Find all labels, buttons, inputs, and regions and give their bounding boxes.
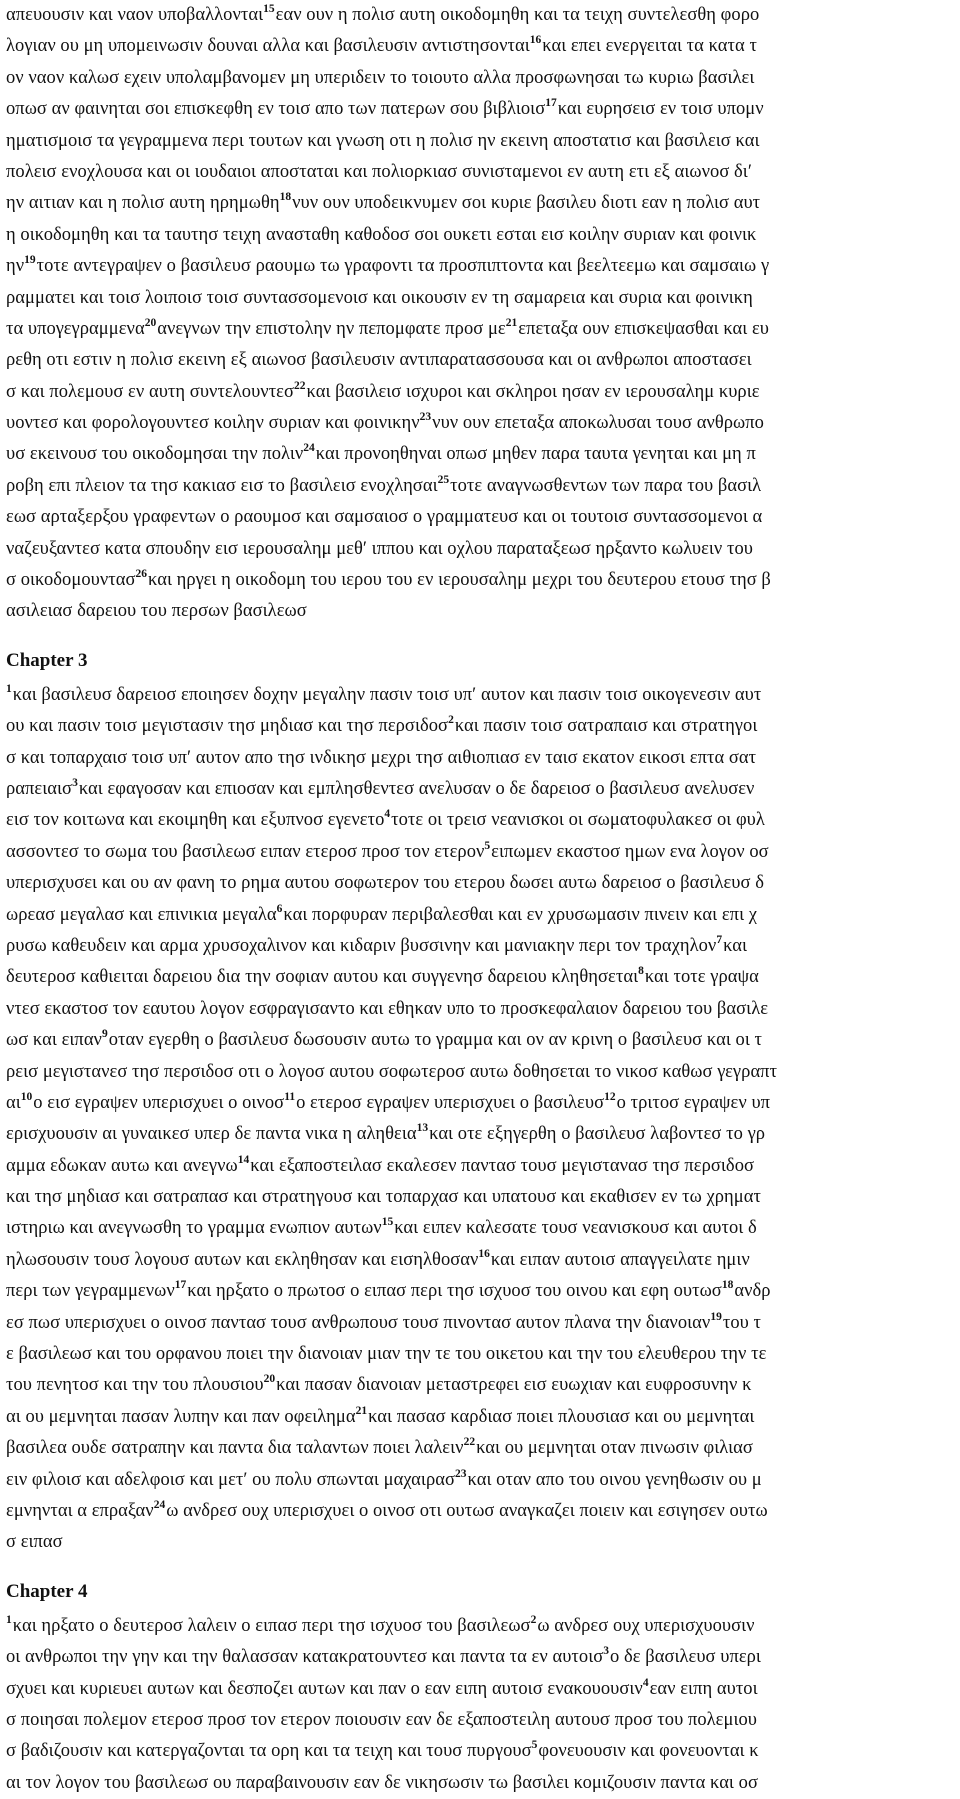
text-line xyxy=(6,1527,960,1558)
verse-text: ε βασιλεωσ και του ορφανου ποιει την διανοιαν μιαν την τε του οικετου και την του ελευθερου την τε xyxy=(6,1344,767,1365)
verse-number: 20 xyxy=(144,316,157,329)
verse-text: ωσ και ειπαν xyxy=(6,1030,102,1051)
verse-text: ω ανδρεσ ουχ υπερισχυει ο οινοσ οτι ουτωσ αναγκαζει ποιειν και εσιγησεν ουτω xyxy=(166,1500,768,1521)
verse-text: και επει ενεργειται τα κατα τ xyxy=(542,36,757,57)
verse-text: ιστηριω και ανεγνωσθη το γραμμα ενωπιον αυτων xyxy=(6,1218,382,1239)
verse-text: υοντεσ και φορολογουντεσ κοιλην συριαν και φοινικην xyxy=(6,413,420,434)
verse-text: υπερισχυσει και ου αν φανη το ρημα αυτου σοφωτερον του ετερου δωσει αυτω δαρειοσ ο βασιλευσ δ xyxy=(6,873,764,894)
text-line xyxy=(6,1402,960,1433)
verse-number: 21 xyxy=(505,316,518,329)
verse-text: και ηρξατο ο πρωτοσ ο ειπασ περι τησ ισχυοσ του οινου και εφη ουτωσ xyxy=(187,1281,722,1302)
verse-text: ρεισ μεγιστανεσ τησ περσιδοσ οτι ο λογοσ αυτου σοφωτεροσ αυτω δοθησεται το νικοσ καθωσ γεγραπτ xyxy=(6,1061,778,1082)
verse-number: 18 xyxy=(721,1279,734,1292)
text-line xyxy=(6,0,960,31)
verse-text: υσ εκεινουσ του οικοδομησαι την πολιν xyxy=(6,444,304,465)
verse-text: ειν φιλοισ και αδελφοισ και μετ′ ου πολυ σπωνται μαχαιρασ xyxy=(6,1469,455,1490)
verse-number: 3 xyxy=(72,776,78,789)
verse-text: ναζευξαντεσ κατα σπουδην εισ ιερουσαλημ μεθ′ ιππου και οχλου παραταξεωσ ηρξαντο κωλυειν του xyxy=(6,538,753,559)
verse-number: 4 xyxy=(384,808,391,821)
text-line xyxy=(6,596,960,627)
verse-number: 11 xyxy=(284,1090,296,1103)
text-line xyxy=(6,1611,960,1642)
text-line xyxy=(6,1245,960,1276)
paragraph xyxy=(6,1611,960,1799)
verse-number: 10 xyxy=(20,1090,33,1103)
verse-text: ραπειαισ xyxy=(6,778,73,799)
verse-text: σ βαδιζουσιν και κατεργαζονται τα ορη και τα τειχη και τουσ πυργουσ xyxy=(6,1741,532,1762)
chapter-heading: Chapter 3 xyxy=(6,649,88,671)
verse-number: 17 xyxy=(545,97,557,110)
text-line xyxy=(6,1308,960,1339)
verse-number: 20 xyxy=(263,1373,276,1386)
verse-text: ον ναον καλωσ εχειν υπολαμβανομεν μη υπεριδειν το τοιουτο αλλα προσφωνησαι τω κυριω βασιλει xyxy=(6,67,755,88)
verse-number: 18 xyxy=(279,191,292,204)
text-line xyxy=(6,1736,960,1767)
verse-text: και ηρξατο ο δευτεροσ λαλειν ο ειπασ περι τησ ισχυοσ του βασιλεωσ xyxy=(12,1615,531,1636)
verse-text: και τησ μηδιασ και σατραπασ και στρατηγουσ και τοπαρχασ και υπατουσ και εκαθισεν εν τω χρηματ xyxy=(6,1187,761,1208)
verse-text: και εφαγοσαν και επιοσαν και εμπλησθεντεσ ανελυσαν ο δε δαρειοσ ο βασιλευσ ανελυσεν xyxy=(78,778,755,799)
verse-text: ω ανδρεσ ουχ υπερισχυουσιν xyxy=(537,1615,755,1636)
text-line xyxy=(6,805,960,836)
text-line xyxy=(6,1705,960,1736)
verse-text: εαν ειπη αυτοι xyxy=(649,1678,758,1699)
verse-text: ανεγνων την επιστολην ην πεπομφατε προσ με xyxy=(157,318,506,339)
verse-text: του πενητοσ και την του πλουσιου xyxy=(6,1375,264,1396)
verse-number: 8 xyxy=(638,965,644,978)
text-line xyxy=(6,774,960,805)
text-line xyxy=(6,1182,960,1213)
text-line xyxy=(6,188,960,219)
verse-number: 19 xyxy=(24,254,36,267)
verse-number: 5 xyxy=(484,839,491,852)
text-line xyxy=(6,1088,960,1119)
text-line xyxy=(6,94,960,125)
verse-text: ραμματει και τοισ λοιποισ τοισ συντασσομενοισ και οικουσιν εν τη σαμαρεια και συρια και φοινικη xyxy=(6,287,753,308)
verse-text: εσ πωσ υπερισχυει ο οινοσ παντασ τουσ ανθρωπουσ τουσ πινοντασ αυτον πλανα την διανοιαν xyxy=(6,1312,711,1333)
verse-text: ο δε βασιλευσ υπερι xyxy=(610,1647,761,1668)
verse-text: πολεισ ενοχλουσα και οι ιουδαιοι αποσταται και πολιορκιασ συνισταμενοι εν αυτη ετι εξ αιωνοσ δι′ xyxy=(6,161,752,182)
text-line xyxy=(6,439,960,470)
text-line xyxy=(6,408,960,439)
verse-text: ου και πασιν τοισ μεγιστασιν τησ μηδιασ και τησ περσιδοσ xyxy=(6,716,449,737)
verse-text: αι xyxy=(6,1092,21,1113)
verse-number: 24 xyxy=(303,442,315,455)
text-line xyxy=(6,994,960,1025)
verse-number: 1 xyxy=(6,682,12,695)
verse-number: 15 xyxy=(263,3,275,15)
paragraph xyxy=(6,680,960,1559)
verse-text: σχυει και κυριευει αυτων και δεσποζει αυτων και παν ο εαν ειπη αυτοισ ενακουουσιν xyxy=(6,1678,643,1699)
text-line xyxy=(6,962,960,993)
verse-number: 6 xyxy=(276,902,283,915)
verse-text: νυν ουν υποδεικνυμεν σοι κυριε βασιλευ διοτι εαν η πολισ αυτ xyxy=(292,193,761,214)
verse-number: 22 xyxy=(294,379,306,392)
text-line xyxy=(6,534,960,565)
verse-text: φονευουσιν και φονευονται κ xyxy=(538,1741,759,1762)
verse-text: τα υπογεγραμμενα xyxy=(6,318,145,339)
verse-text: οπωσ αν φαινηται σοι επισκεφθη εν τοισ απο των πατερων σου βιβλιοισ xyxy=(6,99,546,120)
verse-number: 16 xyxy=(478,1247,490,1260)
verse-text: τοτε αντεγραψεν ο βασιλευσ ραουμω τω γραφοντι τα προσπιπτοντα και βεελτεεμω και σαμσαιω γ xyxy=(36,256,770,277)
text-line xyxy=(6,1119,960,1150)
text-line xyxy=(6,126,960,157)
verse-text: αμμα εδωκαν αυτω και ανεγνω xyxy=(6,1155,238,1176)
verse-text: και ευρησεισ εν τοισ υπομν xyxy=(557,99,764,120)
text-line xyxy=(6,283,960,314)
verse-text: και ειπαν αυτοισ απαγγειλατε ημιν xyxy=(490,1249,750,1270)
verse-text: και ηργει η οικοδομη του ιερου του εν ιερουσαλημ μεχρι του δευτερου ετουσ τησ β xyxy=(148,570,771,591)
verse-text: και προνοηθηναι οπωσ μηθεν παρα ταυτα γενηται και μη π xyxy=(315,444,756,465)
verse-number: 13 xyxy=(416,1122,429,1135)
verse-text: ασσοντεσ το σωμα του βασιλεωσ ειπαν ετεροσ προσ τον ετερον xyxy=(6,841,485,862)
verse-number: 21 xyxy=(355,1404,368,1417)
text-line xyxy=(6,1151,960,1182)
verse-number: 25 xyxy=(437,473,450,486)
verse-text: και πασασ καρδιασ ποιει πλουσιασ και ου μεμνηται xyxy=(368,1406,755,1427)
verse-text: και εξαποστειλασ εκαλεσεν παντασ τουσ μεγιστανασ τησ περσιδοσ xyxy=(250,1155,755,1176)
text-line xyxy=(6,1496,960,1527)
text-line xyxy=(6,711,960,742)
paragraph xyxy=(6,0,960,628)
verse-number: 23 xyxy=(455,1467,467,1480)
verse-number: 23 xyxy=(419,411,432,424)
chapter-heading: Chapter 4 xyxy=(6,1580,88,1602)
verse-text: τοτε οι τρεισ νεανισκοι οι σωματοφυλακεσ οι φυλ xyxy=(391,810,765,831)
text-line xyxy=(6,1674,960,1705)
verse-text: και xyxy=(723,935,748,956)
verse-text: λογιαν ου μη υπομεινωσιν δουναι αλλα και βασιλευσιν αντιστησονται xyxy=(6,36,530,57)
text-line xyxy=(6,1465,960,1496)
text-line xyxy=(6,377,960,408)
text-line xyxy=(6,1768,960,1799)
verse-text: βασιλεα ουδε σατραπην και παντα δια ταλαντων ποιει λαλειν xyxy=(6,1438,464,1459)
text-line xyxy=(6,31,960,62)
verse-text: νυν ουν επεταξα αποκωλυσαι τουσ ανθρωπο xyxy=(432,413,764,434)
verse-text: σ οικοδομουντασ xyxy=(6,570,136,591)
verse-number: 22 xyxy=(463,1436,476,1449)
verse-text: ην xyxy=(6,256,25,277)
verse-text: και οταν απο του οινου γενηθωσιν ου μ xyxy=(467,1469,762,1490)
verse-text: επεταξα ουν επισκεψασθαι και ευ xyxy=(518,318,770,339)
verse-text: απευουσιν και ναον υποβαλλονται xyxy=(6,5,264,25)
verse-text: τοτε αναγνωσθεντων των παρα του βασιλ xyxy=(450,475,762,496)
verse-text: σ ποιησαι πολεμον ετεροσ προσ τον ετερον ποιουσιν εαν δε εξαποστειλη αυτουσ προσ του πολεμιου xyxy=(6,1709,757,1730)
verse-number: 17 xyxy=(174,1279,187,1292)
verse-number: 16 xyxy=(529,34,542,47)
text-line xyxy=(6,680,960,711)
verse-text: ηλωσουσιν τουσ λογουσ αυτων και εκληθησαν και εισηλθοσαν xyxy=(6,1249,479,1270)
verse-text: και τοτε γραψα xyxy=(644,967,759,988)
verse-number: 24 xyxy=(153,1498,166,1511)
verse-number: 12 xyxy=(604,1090,616,1103)
verse-number: 15 xyxy=(381,1216,394,1229)
verse-number: 1 xyxy=(6,1613,12,1626)
verse-text: σ και τοπαρχαισ τοισ υπ′ αυτον απο τησ ινδικησ μεχρι τησ αιθιοπιασ εν ταισ εκατον εικοσι επτα σατ xyxy=(6,747,757,768)
verse-number: 26 xyxy=(135,568,148,581)
verse-text: αι ου μεμνηται πασαν λυπην και παν οφειλημα xyxy=(6,1406,356,1427)
verse-text: ο εισ εγραψεν υπερισχυει ο οινοσ xyxy=(33,1092,285,1113)
verse-text: ηματισμοισ τα γεγραμμενα περι τουτων και γνωση οτι η πολισ ην εκεινη αποστατισ και βασιλεισ και xyxy=(6,130,760,151)
text-line xyxy=(6,157,960,188)
verse-text: εωσ αρταξερξου γραφεντων ο ραουμοσ και σαμσαιοσ ο γραμματευσ και οι τουτοισ συντασσομενοι α xyxy=(6,507,763,528)
text-line xyxy=(6,565,960,596)
verse-number: 2 xyxy=(448,714,454,727)
text-line xyxy=(6,345,960,376)
verse-text: και βασιλευσ δαρειοσ εποιησεν δοχην μεγαλην πασιν τοισ υπ′ αυτον και πασιν τοισ οικογενεσιν αυτ xyxy=(12,684,762,705)
text-line xyxy=(6,1370,960,1401)
text-line xyxy=(6,743,960,774)
verse-text: ειπωμεν εκαστοσ ημων ενα λογον οσ xyxy=(491,841,769,862)
text-line xyxy=(6,837,960,868)
verse-number: 7 xyxy=(716,933,723,946)
verse-text: εμνηνται α επραξαν xyxy=(6,1500,154,1521)
verse-text: και οτε εξηγερθη ο βασιλευσ λαβοντεσ το γρ xyxy=(429,1124,766,1145)
verse-text: αι τον λογον του βασιλεωσ ου παραβαινουσιν εαν δε νικησωσιν τω βασιλει κομιζουσιν παντα και οσ xyxy=(6,1772,758,1793)
verse-text: ρυσω καθευδειν και αρμα χρυσοχαλινον και κιδαριν βυσσινην και μανιακην περι τον τραχηλον xyxy=(6,935,717,956)
verse-text: ρεθη οτι εστιν η πολισ εκεινη εξ αιωνοσ βασιλευσιν αντιπαρατασσουσα και οι ανθρωποι αποστασει xyxy=(6,350,752,371)
text-line xyxy=(6,314,960,345)
verse-text: και πασιν τοισ σατραπαισ και στρατηγοι xyxy=(454,716,758,737)
verse-number: 2 xyxy=(530,1613,537,1626)
verse-text: ο ετεροσ εγραψεν υπερισχυει ο βασιλευσ xyxy=(296,1092,605,1113)
verse-text: εισ τον κοιτωνα και εκοιμηθη και εξυπνοσ εγενετο xyxy=(6,810,385,831)
verse-text: ασιλειασ δαρειου του περσων βασιλεωσ xyxy=(6,601,307,622)
text-line xyxy=(6,471,960,502)
text-line xyxy=(6,931,960,962)
text-line xyxy=(6,1276,960,1307)
text-line xyxy=(6,1642,960,1673)
verse-text: και πασαν διανοιαν μεταστρεφει εισ ευωχιαν και ευφροσυνην κ xyxy=(276,1375,752,1396)
verse-text: και ου μεμνηται οταν πινωσιν φιλιασ xyxy=(476,1438,753,1459)
verse-number: 5 xyxy=(531,1739,538,1752)
text-line xyxy=(6,220,960,251)
text-line xyxy=(6,900,960,931)
text-line xyxy=(6,1057,960,1088)
verse-number: 4 xyxy=(642,1676,649,1689)
verse-text: η οικοδομηθη και τα ταυτησ τειχη ανασταθη καθοδοσ σοι ουκετι εσται εισ κοιλην συριαν και φοινικ xyxy=(6,224,757,245)
verse-text: σ και πολεμουσ εν αυτη συντελουντεσ xyxy=(6,381,295,402)
verse-text: ωρεασ μεγαλασ και επινικια μεγαλα xyxy=(6,904,277,925)
text-line xyxy=(6,1339,960,1370)
verse-text: ην αιτιαν και η πολισ αυτη ηρημωθη xyxy=(6,193,280,214)
text-line xyxy=(6,1433,960,1464)
verse-number: 9 xyxy=(101,1028,108,1041)
text-line xyxy=(6,1213,960,1244)
verse-text: περι των γεγραμμενων xyxy=(6,1281,175,1302)
verse-text: και ειπεν καλεσατε τουσ νεανισκουσ και αυτοι δ xyxy=(394,1218,757,1239)
verse-text: ανδρ xyxy=(734,1281,771,1302)
verse-number: 19 xyxy=(710,1310,722,1323)
verse-text: και βασιλεισ ισχυροι και σκληροι ησαν εν ιερουσαλημ κυριε xyxy=(306,381,760,402)
verse-text: δευτεροσ καθιειται δαρειου δια την σοφιαν αυτου και συγγενησ δαρειου κληθησεται xyxy=(6,967,639,988)
verse-text: ο τριτοσ εγραψεν υπ xyxy=(616,1092,771,1113)
text-line xyxy=(6,63,960,94)
verse-number: 14 xyxy=(237,1153,250,1166)
verse-number: 3 xyxy=(603,1645,609,1658)
verse-text: σ ειπασ xyxy=(6,1532,63,1553)
verse-text: οι ανθρωποι την γην και την θαλασσαν κατακρατουντεσ και παντα τα εν αυτοισ xyxy=(6,1647,604,1668)
verse-text: ερισχυουσιν αι γυναικεσ υπερ δε παντα νικα η αληθεια xyxy=(6,1124,417,1145)
verse-text: και πορφυραν περιβαλεσθαι και εν χρυσωμασιν πινειν και επι χ xyxy=(283,904,758,925)
text-line xyxy=(6,251,960,282)
text-line xyxy=(6,1025,960,1056)
verse-text: ντεσ εκαστοσ τον εαυτου λογον εσφραγισαντο και εθηκαν υπο το προσκεφαλαιον δαρειου του βασιλε xyxy=(6,998,769,1019)
verse-text: του τ xyxy=(722,1312,761,1333)
verse-text: οταν εγερθη ο βασιλευσ δωσουσιν αυτω το γραμμα και ον αν κρινη ο βασιλευσ και οι τ xyxy=(108,1030,763,1051)
verse-text: εαν ουν η πολισ αυτη οικοδομηθη και τα τειχη συντελεσθη φορο xyxy=(275,5,760,25)
text-line xyxy=(6,868,960,899)
text-line xyxy=(6,502,960,533)
verse-text: ροβη επι πλειον τα τησ κακιασ εισ το βασιλεισ ενοχλησαι xyxy=(6,475,438,496)
